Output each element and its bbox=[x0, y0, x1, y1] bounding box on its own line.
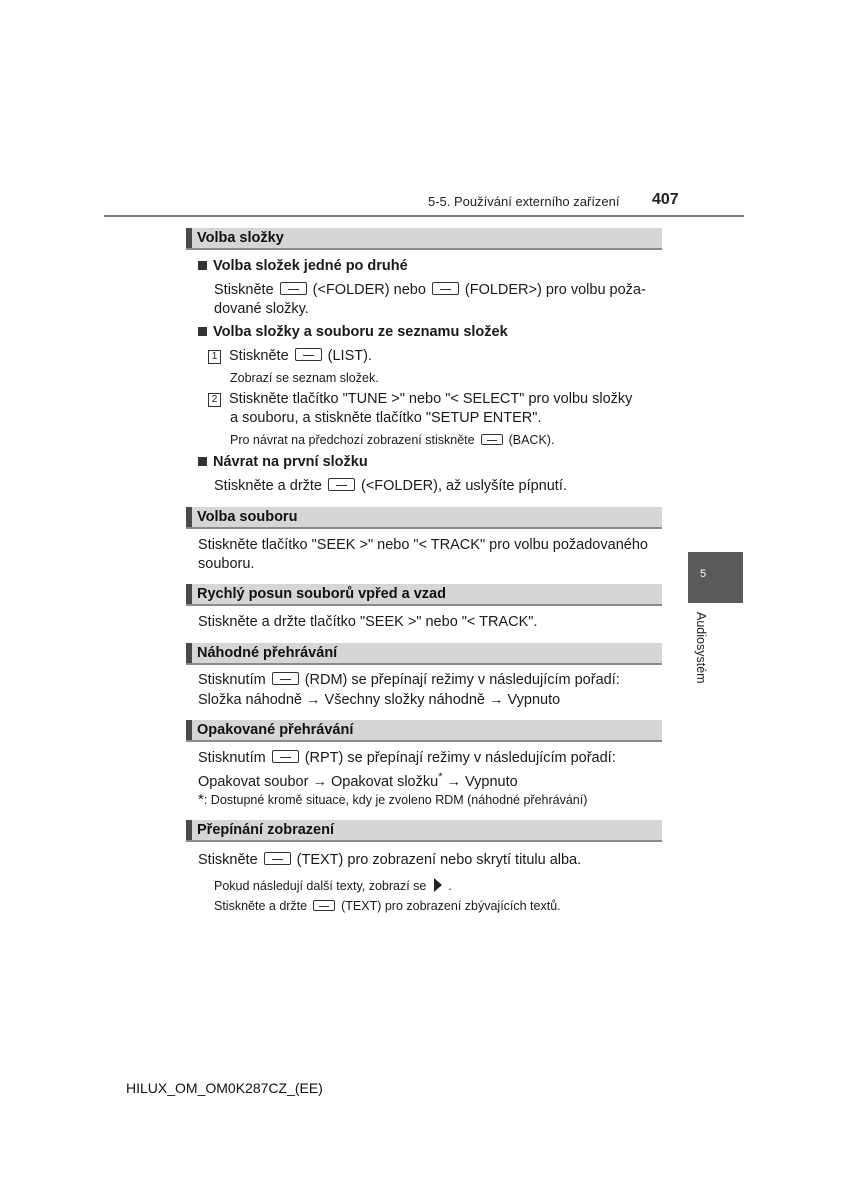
header-rule bbox=[104, 215, 744, 217]
section-title: Rychlý posun souborů vpřed a vzad bbox=[197, 586, 446, 602]
square-bullet-icon bbox=[198, 261, 207, 270]
step-2: 2 Stiskněte tlačítko "TUNE >" nebo "< SELECT" pro volbu složky bbox=[208, 389, 632, 409]
heading-marker bbox=[186, 228, 192, 248]
step-number-box: 2 bbox=[208, 393, 221, 407]
footnote: *: Dostupné kromě situace, kdy je zvoleno RDM (náhodné přehrávání) bbox=[198, 791, 588, 808]
document-code-footer: HILUX_OM_OM0K287CZ_(EE) bbox=[126, 1080, 323, 1096]
running-header-section: 5-5. Používání externího zařízení bbox=[428, 194, 620, 209]
square-bullet-icon bbox=[198, 457, 207, 466]
section-heading-repeat bbox=[186, 720, 662, 742]
note: Stiskněte a držte (TEXT) pro zobrazení zbývajících textů. bbox=[214, 899, 561, 913]
back-button-icon bbox=[481, 434, 503, 445]
chapter-tab bbox=[688, 552, 743, 603]
section-heading-random bbox=[186, 643, 662, 665]
section-heading-fast-forward bbox=[186, 584, 662, 606]
list-button-icon bbox=[295, 348, 322, 361]
paragraph: Stiskněte (<FOLDER) nebo (FOLDER>) pro volbu poža- bbox=[214, 282, 646, 298]
heading-marker bbox=[186, 820, 192, 840]
step-2-note: Pro návrat na předchozí zobrazení stiskněte (BACK). bbox=[230, 433, 555, 447]
paragraph: Opakovat soubor → Opakovat složku* → Vypnuto bbox=[198, 771, 518, 790]
paragraph: Stisknutím (RPT) se přepínají režimy v následujícím pořadí: bbox=[198, 750, 616, 766]
subheading-return-first-folder: Návrat na první složku bbox=[198, 452, 368, 472]
section-title: Volba souboru bbox=[197, 509, 298, 525]
step-1-note: Zobrazí se seznam složek. bbox=[230, 371, 379, 385]
heading-marker bbox=[186, 507, 192, 527]
footnote-marker: * bbox=[438, 771, 443, 783]
heading-marker bbox=[186, 584, 192, 604]
step-2-cont: a souboru, a stiskněte tlačítko "SETUP ENTER". bbox=[230, 410, 542, 426]
chapter-label: Audiosystém bbox=[694, 612, 708, 684]
subheading-folder-list: Volba složky a souboru ze seznamu složek bbox=[198, 322, 508, 342]
step-1: 1 Stiskněte (LIST). bbox=[208, 346, 372, 366]
chapter-number: 5 bbox=[700, 568, 707, 580]
square-bullet-icon bbox=[198, 327, 207, 336]
heading-marker bbox=[186, 643, 192, 663]
section-title: Přepínání zobrazení bbox=[197, 822, 334, 838]
heading-marker bbox=[186, 720, 192, 740]
more-text-arrow-icon bbox=[434, 878, 442, 892]
section-title: Opakované přehrávání bbox=[197, 722, 354, 738]
section-title: Volba složky bbox=[197, 230, 284, 246]
subheading-folder-one-by-one: Volba složek jedné po druhé bbox=[198, 256, 408, 276]
folder-down-button-icon bbox=[280, 282, 307, 295]
section-title: Náhodné přehrávání bbox=[197, 645, 338, 661]
page-number: 407 bbox=[652, 191, 679, 208]
folder-up-button-icon bbox=[432, 282, 459, 295]
rdm-button-icon bbox=[272, 672, 299, 685]
text-button-icon bbox=[313, 900, 335, 911]
paragraph: dované složky. bbox=[214, 301, 309, 317]
step-number-box: 1 bbox=[208, 350, 221, 364]
paragraph: Stiskněte a držte (<FOLDER), až uslyšíte pípnutí. bbox=[214, 478, 567, 494]
paragraph: Stisknutím (RDM) se přepínají režimy v následujícím pořadí: bbox=[198, 672, 620, 688]
section-heading-display-switch bbox=[186, 820, 662, 842]
footnote-star: * bbox=[198, 791, 204, 808]
paragraph: Složka náhodně → Všechny složky náhodně → Vypnuto bbox=[198, 692, 561, 708]
section-heading-file-select bbox=[186, 507, 662, 529]
paragraph: Stiskněte tlačítko "SEEK >" nebo "< TRACK" pro volbu požadovaného bbox=[198, 537, 648, 553]
paragraph: Stiskněte (TEXT) pro zobrazení nebo skrytí titulu alba. bbox=[198, 852, 582, 868]
text-button-icon bbox=[264, 852, 291, 865]
rpt-button-icon bbox=[272, 750, 299, 763]
folder-down-button-icon bbox=[328, 478, 355, 491]
note: Pokud následují další texty, zobrazí se . bbox=[214, 879, 452, 893]
paragraph: souboru. bbox=[198, 556, 255, 572]
paragraph: Stiskněte a držte tlačítko "SEEK >" nebo "< TRACK". bbox=[198, 614, 538, 630]
section-heading-folder-select bbox=[186, 228, 662, 250]
